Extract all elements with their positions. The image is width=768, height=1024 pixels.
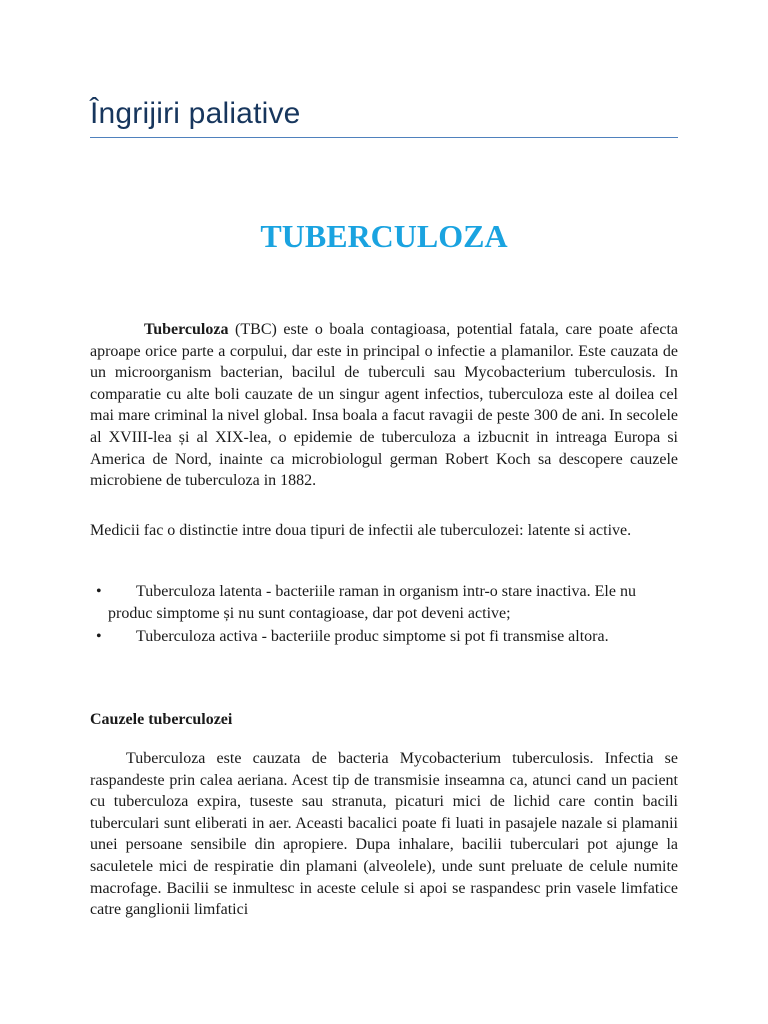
- types-paragraph: Medicii fac o distinctie intre doua tipuri de infectii ale tuberculozei: latente si active.: [90, 522, 632, 539]
- bullet-icon: •: [96, 628, 102, 646]
- bullet-icon: •: [96, 583, 102, 600]
- list-item-text: Tuberculoza activa - bacteriile produc simptome si pot fi transmise altora.: [136, 628, 609, 646]
- bold-term: Tuberculoza: [144, 321, 229, 338]
- infection-types-list: [90, 581, 678, 650]
- document-title: TUBERCULOZA: [260, 218, 508, 254]
- causes-paragraph: Tuberculoza este cauzata de bacteria Mycobacterium tuberculosis. Infectia se raspandeste prin calea aeriana. Acest tip de transmisie inseamna ca, atunci cand un pacient cu tuberculoza expira, tuseste sau stranuta, picaturi mici de lichid care contin bacili tuberculari sunt eliberati in aer. Aceasti bacalici poate fi luati in pasajele nazale si plamanii unei persoane sensibile din apropiere. Dupa inhalare, bacilii tuberculari pot ajunge la saculetele mici de respiratie din plamani (alveolele), unde sunt preluate de celule numite macrofage. Bacilii se inmultesc in aceste celule si apoi se raspandesc prin vasele limfatice catre ganglionii limfatici: [90, 750, 678, 919]
- intro-paragraph-text: (TBC) este o boala contagioasa, potential fatala, care poate afecta aproape orice parte a corpului, dar este in principal o infectie a plamanilor. Este cauzata de un microorganism bacterian, bacilul de tuberculi sau Mycobacterium tuberculosis. In comparatie cu alte boli cauzate de un singur agent infectios, tuberculoza este al doilea cel mai mare criminal la nivel global. Insa boala a facut ravagii de peste 300 de ani. In secolele al XVIII-lea și al XIX-lea, o epidemie de tuberculoza a izbucnit in intreaga Europa si America de Nord, inainte ca microbiologul german Robert Koch sa descopere cauzele microbiene de tuberculoza in 1882.: [90, 321, 678, 490]
- list-item: [90, 626, 678, 648]
- header-title: Îngrijiri paliative: [90, 97, 301, 130]
- section-heading: Cauzele tuberculozei: [90, 711, 233, 728]
- intro-paragraph: [90, 319, 678, 492]
- list-item: [90, 581, 678, 624]
- header-divider: [90, 137, 678, 138]
- list-item-text: Tuberculoza latenta - bacteriile raman in organism intr-o stare inactiva. Ele nu produc simptome și nu sunt contagioase, dar pot deveni active;: [108, 583, 636, 622]
